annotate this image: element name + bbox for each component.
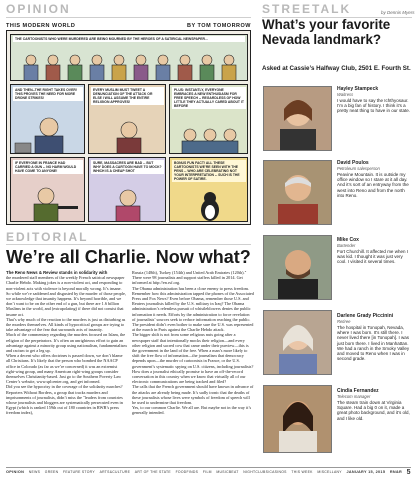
- respondent-job: Telecom manager: [337, 394, 371, 399]
- footer-item: NEWS: [28, 470, 41, 474]
- respondent-name: Hayley Stampeck: [337, 86, 379, 92]
- editorial-column-1: [6, 270, 127, 416]
- divider: [6, 17, 251, 18]
- footer-item: OPINION: [6, 470, 25, 474]
- comic-strip: [6, 30, 251, 225]
- divider: [6, 244, 251, 245]
- respondent-quote: The steam train down at Virginia Square. Had a big 0 on it, made a great photo background, and it’s old, and I like old.: [337, 400, 410, 421]
- footer-item: NIGHTCLUBS/CASINOS: [243, 470, 287, 474]
- respondent-job: Retiree: [337, 319, 351, 324]
- streetalk-question: What’s your favorite Nevada landmark?: [262, 17, 391, 47]
- comic-caption: SURE, MASSACRES ARE BAD -- BUT WHY DOES A CARTOON HAVE TO MOCK? WHICH IS A CHEAP SHOT: [91, 160, 164, 174]
- respondent-job: Petroleum salesperson: [337, 166, 380, 171]
- footer-date: JANUARY 15, 2015: [346, 470, 386, 474]
- comic-title: THIS MODERN WORLD: [6, 23, 76, 29]
- portrait-photo: [263, 385, 332, 453]
- section-opinion: OPINION: [6, 2, 71, 16]
- footer-item: THIS WEEK: [291, 470, 313, 474]
- footer-item: FOODFINDS: [175, 470, 199, 474]
- comic-header: [6, 23, 251, 29]
- footer-item: FILM: [202, 470, 212, 474]
- portrait-photo: [263, 310, 332, 375]
- comic-panel-4: [169, 84, 248, 154]
- page-footer: [6, 467, 411, 476]
- comic-byline: BY TOM TOMORROW: [186, 23, 251, 29]
- section-streetalk: STREETALK: [262, 2, 352, 16]
- streetalk-response: [337, 237, 413, 265]
- comic-panel-3: [88, 84, 166, 154]
- footer-item: FEATURE STORY: [62, 470, 95, 474]
- section-editorial: EDITORIAL: [6, 230, 89, 244]
- comic-panel-7: [169, 157, 248, 222]
- respondent-quote: Fort Churchill. It affected me when I was kid. I thought it was just very cool. I visited it several times.: [337, 249, 408, 265]
- respondent-name: Mike Cox: [337, 237, 359, 243]
- footer-item: GREEN: [44, 470, 59, 474]
- portrait-photo: [263, 160, 332, 225]
- footer-item: ARTS&CULTURE: [99, 470, 131, 474]
- portrait-photo: [263, 235, 332, 300]
- comic-caption: EVERY MUSLIM MUST TWEET A DENUNCIATION OF THE ATTACK OR ELSE I WILL ASSUME THE ENTIRE RELIGION APPROVES!: [91, 87, 164, 105]
- editorial-lead: The Reno News & Review stands in solidarity with: [6, 270, 108, 275]
- comic-caption: IF EVERYONE IN FRANCE HAD CARRIED A GUN -- NO HARM WOULD HAVE COME TO ANYONE!: [13, 160, 83, 174]
- streetalk-response: [337, 86, 413, 114]
- comic-caption: BONUS FUN FACT! ALL THESE CARTOONISTS WE'RE SEEN WITH THE PENS -- WHO ARE CELEBRATING NOT YOUR INTERPRETATION -- SUCH IS THE POWER OF SATIRE.: [172, 160, 246, 182]
- respondent-name: Cindia Fernandez: [337, 388, 379, 394]
- footer-item: MISCELLANY: [317, 470, 342, 474]
- editorial-body: Russia (148th), Turkey (154th) and United Arab Emirates (120th)." There were 98 journalists and support staffers killed in 2014. Get informed at http://en.rsf.org. The Obama administration has been a close enemy to press freedom. Remember how this administration tapped the phones of the Associated Press and Fox News? Even before Obama, remember those U.S. and Reuters journalists killed by the U.S. military in Iraq? The Obama administration’s relentless pursuit of whistleblowers denies the public information it needs. Efforts by the administration to force revelation of journalists’ sources seek to reduce information reaching the public. The president didn’t even bother to make sure the U.S. was represented at the march in Paris against the Charlie Hebdo attack. The bigger shift is not from some religious nuts going after a newspaper staff that intentionally mocks their religion—and every other religion and sacred cow that came under their purview—this is the government in the land of the free. When a man’s more likely to shift the free flow of information—the journalism that democracy depends upon—the murder of cartoonists in France, or the U.S. government’s systematic spying on U.S. citizens, including journalists? How does a journalist ethically promise to have an off-the-record conversation in this country when we know that virtually all of our electronic communications are being tracked and filed? The calls that the French government should have known in advance of the attacks are already being made. It’s sadly ironic that the deaths of these journalists whose lives were symbols of freedom of speech will be used to undermine that freedom. Yes, to our common Charlie. We all are. But maybe not in the way it’s generally intended.: [132, 270, 254, 416]
- streetalk-response: [337, 160, 413, 198]
- portrait-photo: [263, 86, 332, 151]
- comic-caption: AND THEN--THE RIGHT TAKES OVER! THIS PROVES THE NEED FOR MORE DRONE STRIKES!: [13, 87, 83, 101]
- comic-panel-5: [10, 157, 85, 222]
- respondent-job: Waitress: [337, 92, 354, 97]
- footer-publication: RN&R: [389, 470, 403, 474]
- respondent-quote: The hospital in Tonopah, Nevada, where I was born. It’s still there. I never lived there [in Tonopah]. I was just born there. I lived in Manhattan. We had a ranch in the Smoky Valley and moved to Reno when I was in second grade.: [337, 325, 410, 362]
- respondent-name: Darlene Grady Piccinini: [337, 313, 394, 319]
- footer-item: MUSICBEAT: [216, 470, 239, 474]
- streetalk-response: [337, 388, 413, 421]
- editorial-body: the murdered staff members of the weekly French satirical newspaper Charlie Hebdo. Making jokes is a non-violent act, and responding to non-violent acts with violence is beyond morally wrong. It’s insane. So while we’re saddened and disgusted by the murder of those people, we acknowledge that insanity happens. It’s beyond horrible, and we don’t want to be on the other end of a gun, but there are 1.6 billion Muslims in the world, and (extrapolating) if there did not consist that insane act. That’s why much of the reaction to the murders is just as disturbing as the murders themselves. All kinds of hypocritical groups are trying to take advantage of the fear that surrounds acts of insanity. Much of the commentary regarding the murders focused on Islam, the religion of the perpetrators. It’s often an unrighteous effort to gain an advantage against a minority group using nationalism, fundamentalism and racism to get a leg up. When a decent who offers doctrines is passed down, we don’t blame all Christians. It’s likely that the person who bombed the NAACP office in Colorado (as far as we’re concerned) it was an extremist right-wing group, and many American right-wing groups consider themselves Christianity-based. Just go to the Southern Poverty Law Center’s website, www.splcenter.org, and get informed. Did you see the hypocrisy in the coverage of the solidarity marches? Reporters Without Borders, a group that tracks murders and imprisonments of journalists, didn’t miss the "leaders from countries whose journalists and bloggers are systematically persecuted even in Egypt (which is ranked 159th out of 180 countries in RWB’s press freedom index),: [6, 275, 127, 416]
- respondent-job: Bartender: [337, 243, 356, 248]
- editorial-title: We’re all Charlie. Now what?: [6, 247, 251, 267]
- comic-caption: THE CARTOONISTS WHO WERE MURDERED ARE BEING MOURNED BY THE HEROES OF A SATIRICAL NEWSPAPER...: [13, 36, 245, 42]
- comic-panel-6: [88, 157, 166, 222]
- comic-caption: PLUS: INSTANTLY, EVERYONE EMBRACES A NEW ENTHUSIASM FOR FREE SPEECH -- REGARDLESS OF HOW LITTLE THEY ACTUALLY CARED ABOUT IT BEFORE: [172, 87, 246, 109]
- respondent-quote: I would have to say the Ichthyosaur. I’m a big fan of history. I think it’s a pretty neat thing to have in our state.: [337, 98, 411, 114]
- comic-panel-1: [10, 34, 248, 81]
- streetalk-byline: by Dennis Myers: [381, 10, 415, 15]
- editorial-column-2: [132, 270, 254, 416]
- respondent-name: David Poulos: [337, 160, 369, 166]
- respondent-quote: Peavine Mountain. It is outside my office window so I stare at it all day. And it’s sort of an entryway from the west into Reno and from the north into Reno.: [337, 172, 409, 198]
- comic-panel-2: [10, 84, 85, 154]
- footer-item: ART OF THE STATE: [134, 470, 171, 474]
- streetalk-response: [337, 313, 413, 361]
- streetalk-location: Asked at Cassie’s Halfway Club, 2501 E. Fourth St.: [262, 65, 411, 72]
- page-number: 5: [406, 468, 411, 476]
